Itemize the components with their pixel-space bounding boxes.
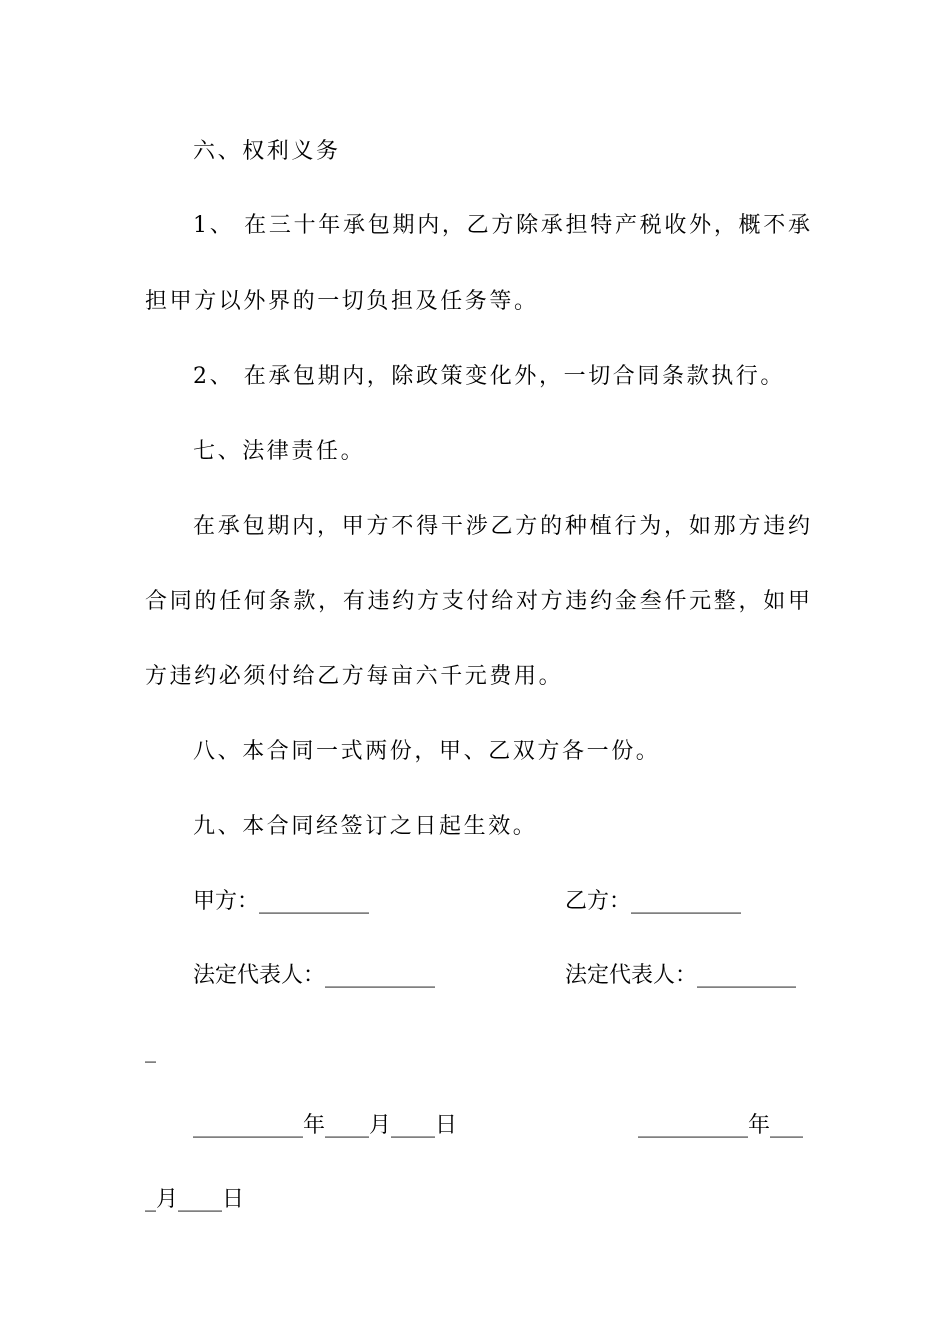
party-a-signature: 甲方：__________ [193, 889, 370, 914]
liability-line-2: 合同的任何条款，有违约方支付给对方违约金叁仟元整，如甲 [145, 589, 810, 614]
clause-1-line-2: 担甲方以外界的一切负担及任务等。 [145, 289, 539, 314]
party-b-date-wrap: _月____日 [145, 1187, 245, 1212]
section-copies: 八、本合同一式两份，甲、乙双方各一份。 [193, 739, 661, 764]
clause-2: 2、 在承包期内，除政策变化外，一切合同条款执行。 [193, 364, 785, 389]
section-heading-liability: 七、法律责任。 [193, 439, 366, 464]
section-heading-rights: 六、权利义务 [193, 139, 341, 164]
party-a-date: __________年____月____日 [193, 1113, 458, 1138]
party-b-representative-wrap: _ [145, 1038, 156, 1063]
party-b-representative: 法定代表人：_________ [565, 963, 797, 988]
party-a-representative: 法定代表人：__________ [193, 963, 436, 988]
party-b-date: __________年___ [638, 1113, 804, 1138]
liability-line-3: 方违约必须付给乙方每亩六千元费用。 [145, 664, 564, 689]
party-b-signature: 乙方：__________ [565, 889, 742, 914]
liability-line-1: 在承包期内，甲方不得干涉乙方的种植行为，如那方违约 [193, 514, 810, 539]
section-effective: 九、本合同经签订之日起生效。 [193, 814, 538, 839]
clause-1-line-1: 1、 在三十年承包期内，乙方除承担特产税收外，概不承 [193, 213, 810, 238]
